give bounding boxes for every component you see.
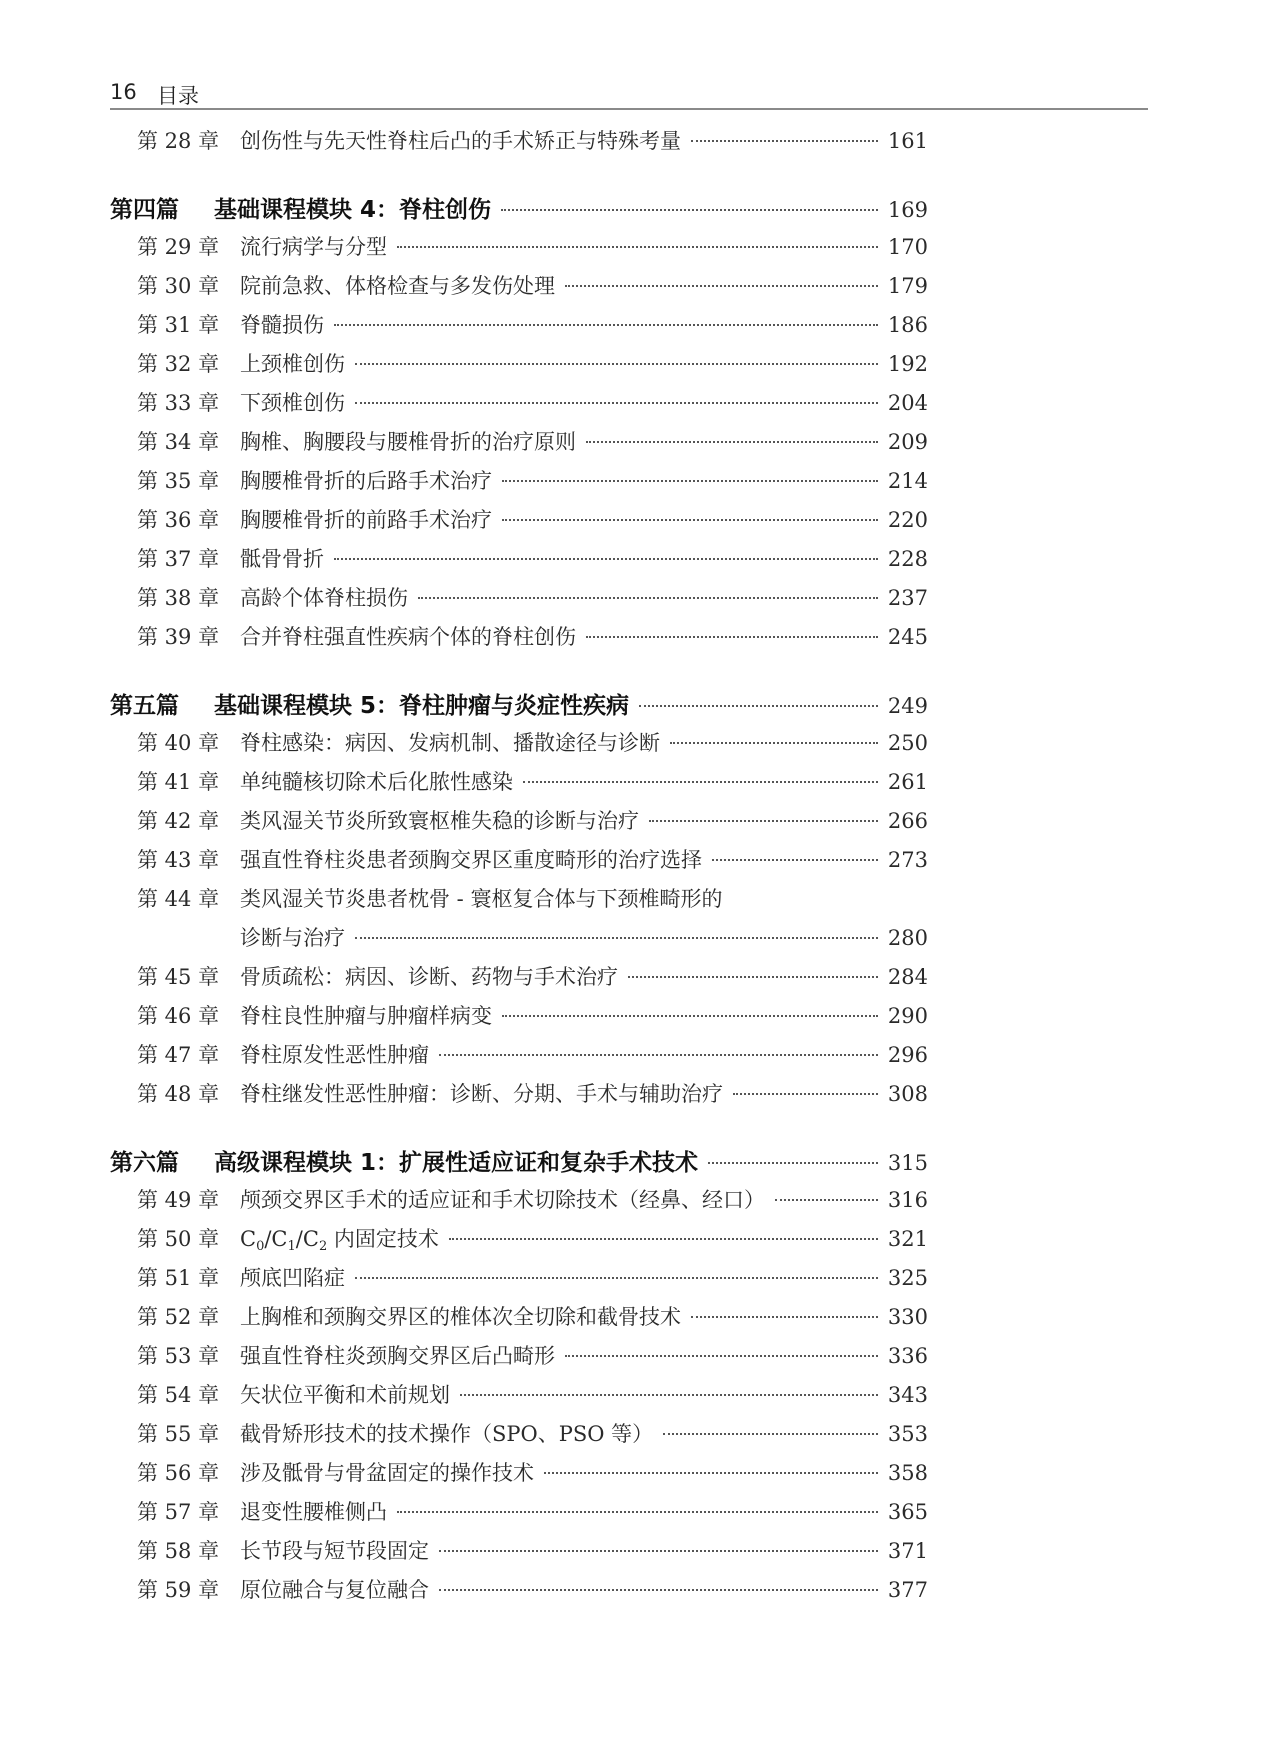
page-number: 161 [887,129,928,153]
page-number: 169 [887,198,928,222]
page-number: 266 [887,809,928,833]
chapter-title: 脊髓损伤 [240,313,324,337]
toc-chapter-row[interactable] [137,1535,928,1565]
chapter-title: 类风湿关节炎患者枕骨 - 寰枢复合体与下颈椎畸形的 [240,887,723,911]
dot-leader [502,1015,878,1017]
toc-chapter-row[interactable] [137,125,928,155]
chapter-number: 第 48 章 [137,1082,220,1106]
toc-chapter-row[interactable] [137,504,928,534]
dot-leader [544,1472,878,1474]
chapter-title: 骶骨骨折 [240,547,324,571]
toc-chapter-row[interactable] [137,844,928,874]
toc-chapter-row[interactable] [137,1574,928,1604]
toc-chapter-row-continuation[interactable] [240,922,928,952]
dot-leader [397,1511,878,1513]
dot-leader [449,1238,878,1240]
subscript: 1 [287,1239,296,1254]
chapter-number: 第 31 章 [137,313,220,337]
page-number: 250 [887,731,928,755]
title-part: /C [264,1227,288,1251]
chapter-number: 第 55 章 [137,1422,220,1446]
chapter-title: 脊柱感染：病因、发病机制、播散途径与诊断 [240,731,660,755]
page-number: 315 [887,1151,928,1175]
chapter-number: 第 33 章 [137,391,220,415]
chapter-title: 单纯髓核切除术后化脓性感染 [240,770,513,794]
chapter-title: 涉及骶骨与骨盆固定的操作技术 [240,1461,534,1485]
toc-chapter-row[interactable] [137,1418,928,1448]
page-number: 280 [887,926,928,950]
chapter-number: 第 44 章 [137,887,220,911]
part-title: 基础课程模块 5：脊柱肿瘤与炎症性疾病 [214,693,630,719]
toc-chapter-row[interactable] [137,805,928,835]
dot-leader [334,558,878,560]
dot-leader [502,480,878,482]
chapter-number: 第 42 章 [137,809,220,833]
toc-chapter-row[interactable] [137,582,928,612]
chapter-number: 第 38 章 [137,586,220,610]
chapter-number: 第 58 章 [137,1539,220,1563]
chapter-number: 第 56 章 [137,1461,220,1485]
toc-chapter-row[interactable] [137,348,928,378]
dot-leader [355,402,878,404]
page-number: 377 [887,1578,928,1602]
toc-chapter-row[interactable] [137,465,928,495]
chapter-number: 第 49 章 [137,1188,220,1212]
page-number: 192 [887,352,928,376]
dot-leader [523,781,878,783]
chapter-number: 第 54 章 [137,1383,220,1407]
title-part: /C [295,1227,319,1251]
toc-chapter-row[interactable] [137,961,928,991]
page-number: 321 [887,1227,928,1251]
dot-leader [565,285,878,287]
toc-chapter-row[interactable] [137,1301,928,1331]
toc-chapter-row[interactable] [137,1039,928,1069]
dot-leader [397,246,878,248]
part-number: 第四篇 [110,197,179,223]
part-number: 第六篇 [110,1150,179,1176]
part-number: 第五篇 [110,693,179,719]
chapter-number: 第 43 章 [137,848,220,872]
page-number: 273 [887,848,928,872]
toc-part-row[interactable] [110,1144,928,1174]
toc-chapter-row[interactable] [137,1078,928,1108]
chapter-title: 上颈椎创伤 [240,352,345,376]
page-number: 261 [887,770,928,794]
toc-chapter-row[interactable] [137,621,928,651]
page-number: 330 [887,1305,928,1329]
dot-leader [691,1316,878,1318]
part-title: 基础课程模块 4：脊柱创伤 [214,197,492,223]
dot-leader [639,705,878,707]
page-number: 316 [887,1188,928,1212]
chapter-title: 长节段与短节段固定 [240,1539,429,1563]
dot-leader [501,209,878,211]
dot-leader [628,976,878,978]
running-header [110,80,1148,110]
dot-leader [355,363,878,365]
chapter-title: 合并脊柱强直性疾病个体的脊柱创伤 [240,625,576,649]
page-number: 228 [887,547,928,571]
page-number: 245 [887,625,928,649]
chapter-number: 第 47 章 [137,1043,220,1067]
toc-chapter-row[interactable] [137,543,928,573]
dot-leader [439,1054,878,1056]
dot-leader [691,140,878,142]
dot-leader [586,636,878,638]
chapter-number: 第 50 章 [137,1227,220,1251]
toc-part-row[interactable] [110,191,928,221]
toc-chapter-row[interactable] [137,766,928,796]
toc-chapter-row[interactable] [137,270,928,300]
chapter-number: 第 53 章 [137,1344,220,1368]
chapter-title: 矢状位平衡和术前规划 [240,1383,450,1407]
page-number: 371 [887,1539,928,1563]
page-number: 170 [887,235,928,259]
chapter-title [240,1223,439,1253]
chapter-number: 第 45 章 [137,965,220,989]
chapter-title: 胸腰椎骨折的后路手术治疗 [240,469,492,493]
dot-leader [355,937,878,939]
subscript: 2 [318,1239,328,1254]
toc-chapter-row[interactable] [137,1262,928,1292]
page-number: 214 [887,469,928,493]
dot-leader [708,1162,878,1164]
toc-chapter-row[interactable] [137,727,928,757]
chapter-title: 胸腰椎骨折的前路手术治疗 [240,508,492,532]
dot-leader [663,1433,878,1435]
chapter-number: 第 35 章 [137,469,220,493]
toc-chapter-row[interactable] [137,1379,928,1409]
toc-chapter-row[interactable] [137,883,928,913]
chapter-title: 截骨矫形技术的技术操作（SPO、PSO 等） [240,1422,654,1446]
chapter-number: 第 52 章 [137,1305,220,1329]
page-number: 290 [887,1004,928,1028]
dot-leader [586,441,878,443]
header-title: 目录 [157,84,199,108]
chapter-number: 第 37 章 [137,547,220,571]
page-number: 237 [887,586,928,610]
chapter-number: 第 40 章 [137,731,220,755]
chapter-title: 胸椎、胸腰段与腰椎骨折的治疗原则 [240,430,576,454]
toc-chapter-row[interactable] [137,231,928,261]
chapter-title: 退变性腰椎侧凸 [240,1500,387,1524]
chapter-title: 上胸椎和颈胸交界区的椎体次全切除和截骨技术 [240,1305,681,1329]
part-title: 高级课程模块 1：扩展性适应证和复杂手术技术 [214,1150,699,1176]
chapter-title: 颅颈交界区手术的适应证和手术切除技术（经鼻、经口） [240,1188,765,1212]
chapter-number: 第 36 章 [137,508,220,532]
chapter-title: 类风湿关节炎所致寰枢椎失稳的诊断与治疗 [240,809,639,833]
chapter-number: 第 34 章 [137,430,220,454]
chapter-number: 第 29 章 [137,235,220,259]
page-number: 209 [887,430,928,454]
chapter-title: 颅底凹陷症 [240,1266,345,1290]
title-part: 内固定技术 [327,1227,439,1251]
chapter-title: 流行病学与分型 [240,235,387,259]
chapter-number: 第 28 章 [137,129,220,153]
chapter-title: 下颈椎创伤 [240,391,345,415]
chapter-title: 脊柱继发性恶性肿瘤：诊断、分期、手术与辅助治疗 [240,1082,723,1106]
page-number: 365 [887,1500,928,1524]
page-number: 353 [887,1422,928,1446]
dot-leader [670,742,878,744]
dot-leader [460,1394,878,1396]
page-number: 308 [887,1082,928,1106]
dot-leader [439,1550,878,1552]
dot-leader [418,597,878,599]
page-number: 186 [887,313,928,337]
header-page-number: 16 [110,80,137,104]
subscript: 0 [256,1239,265,1254]
chapter-number: 第 57 章 [137,1500,220,1524]
chapter-title: 高龄个体脊柱损伤 [240,586,408,610]
toc-chapter-row[interactable] [137,1184,928,1214]
page-number: 284 [887,965,928,989]
toc-part-row[interactable] [110,687,928,717]
dot-leader [439,1589,878,1591]
chapter-title: 强直性脊柱炎患者颈胸交界区重度畸形的治疗选择 [240,848,702,872]
toc-chapter-row[interactable] [137,1223,928,1253]
dot-leader [775,1199,878,1201]
chapter-title: 原位融合与复位融合 [240,1578,429,1602]
chapter-title: 脊柱良性肿瘤与肿瘤样病变 [240,1004,492,1028]
dot-leader [733,1093,878,1095]
toc-chapter-row[interactable] [137,426,928,456]
chapter-number: 第 39 章 [137,625,220,649]
dot-leader [712,859,878,861]
toc-chapter-row[interactable] [137,387,928,417]
chapter-number: 第 41 章 [137,770,220,794]
chapter-title: 创伤性与先天性脊柱后凸的手术矫正与特殊考量 [240,129,681,153]
page-number: 220 [887,508,928,532]
toc-chapter-row[interactable] [137,1457,928,1487]
dot-leader [355,1277,878,1279]
chapter-title: 强直性脊柱炎颈胸交界区后凸畸形 [240,1344,555,1368]
page-number: 204 [887,391,928,415]
chapter-title: 骨质疏松：病因、诊断、药物与手术治疗 [240,965,618,989]
dot-leader [334,324,878,326]
dot-leader [649,820,878,822]
chapter-title: 院前急救、体格检查与多发伤处理 [240,274,555,298]
page-number: 325 [887,1266,928,1290]
page-number: 249 [887,694,928,718]
toc-chapter-row[interactable] [137,1340,928,1370]
chapter-title: 脊柱原发性恶性肿瘤 [240,1043,429,1067]
page-number: 358 [887,1461,928,1485]
toc-chapter-row[interactable] [137,1496,928,1526]
page-number: 336 [887,1344,928,1368]
dot-leader [565,1355,878,1357]
page-number: 179 [887,274,928,298]
toc-chapter-row[interactable] [137,1000,928,1030]
chapter-number: 第 51 章 [137,1266,220,1290]
page-number: 296 [887,1043,928,1067]
page-number: 343 [887,1383,928,1407]
title-part: C [240,1227,257,1251]
chapter-number: 第 32 章 [137,352,220,376]
toc-chapter-row[interactable] [137,309,928,339]
chapter-title-continuation: 诊断与治疗 [240,926,345,950]
chapter-number: 第 59 章 [137,1578,220,1602]
chapter-number: 第 30 章 [137,274,220,298]
dot-leader [502,519,878,521]
chapter-number: 第 46 章 [137,1004,220,1028]
